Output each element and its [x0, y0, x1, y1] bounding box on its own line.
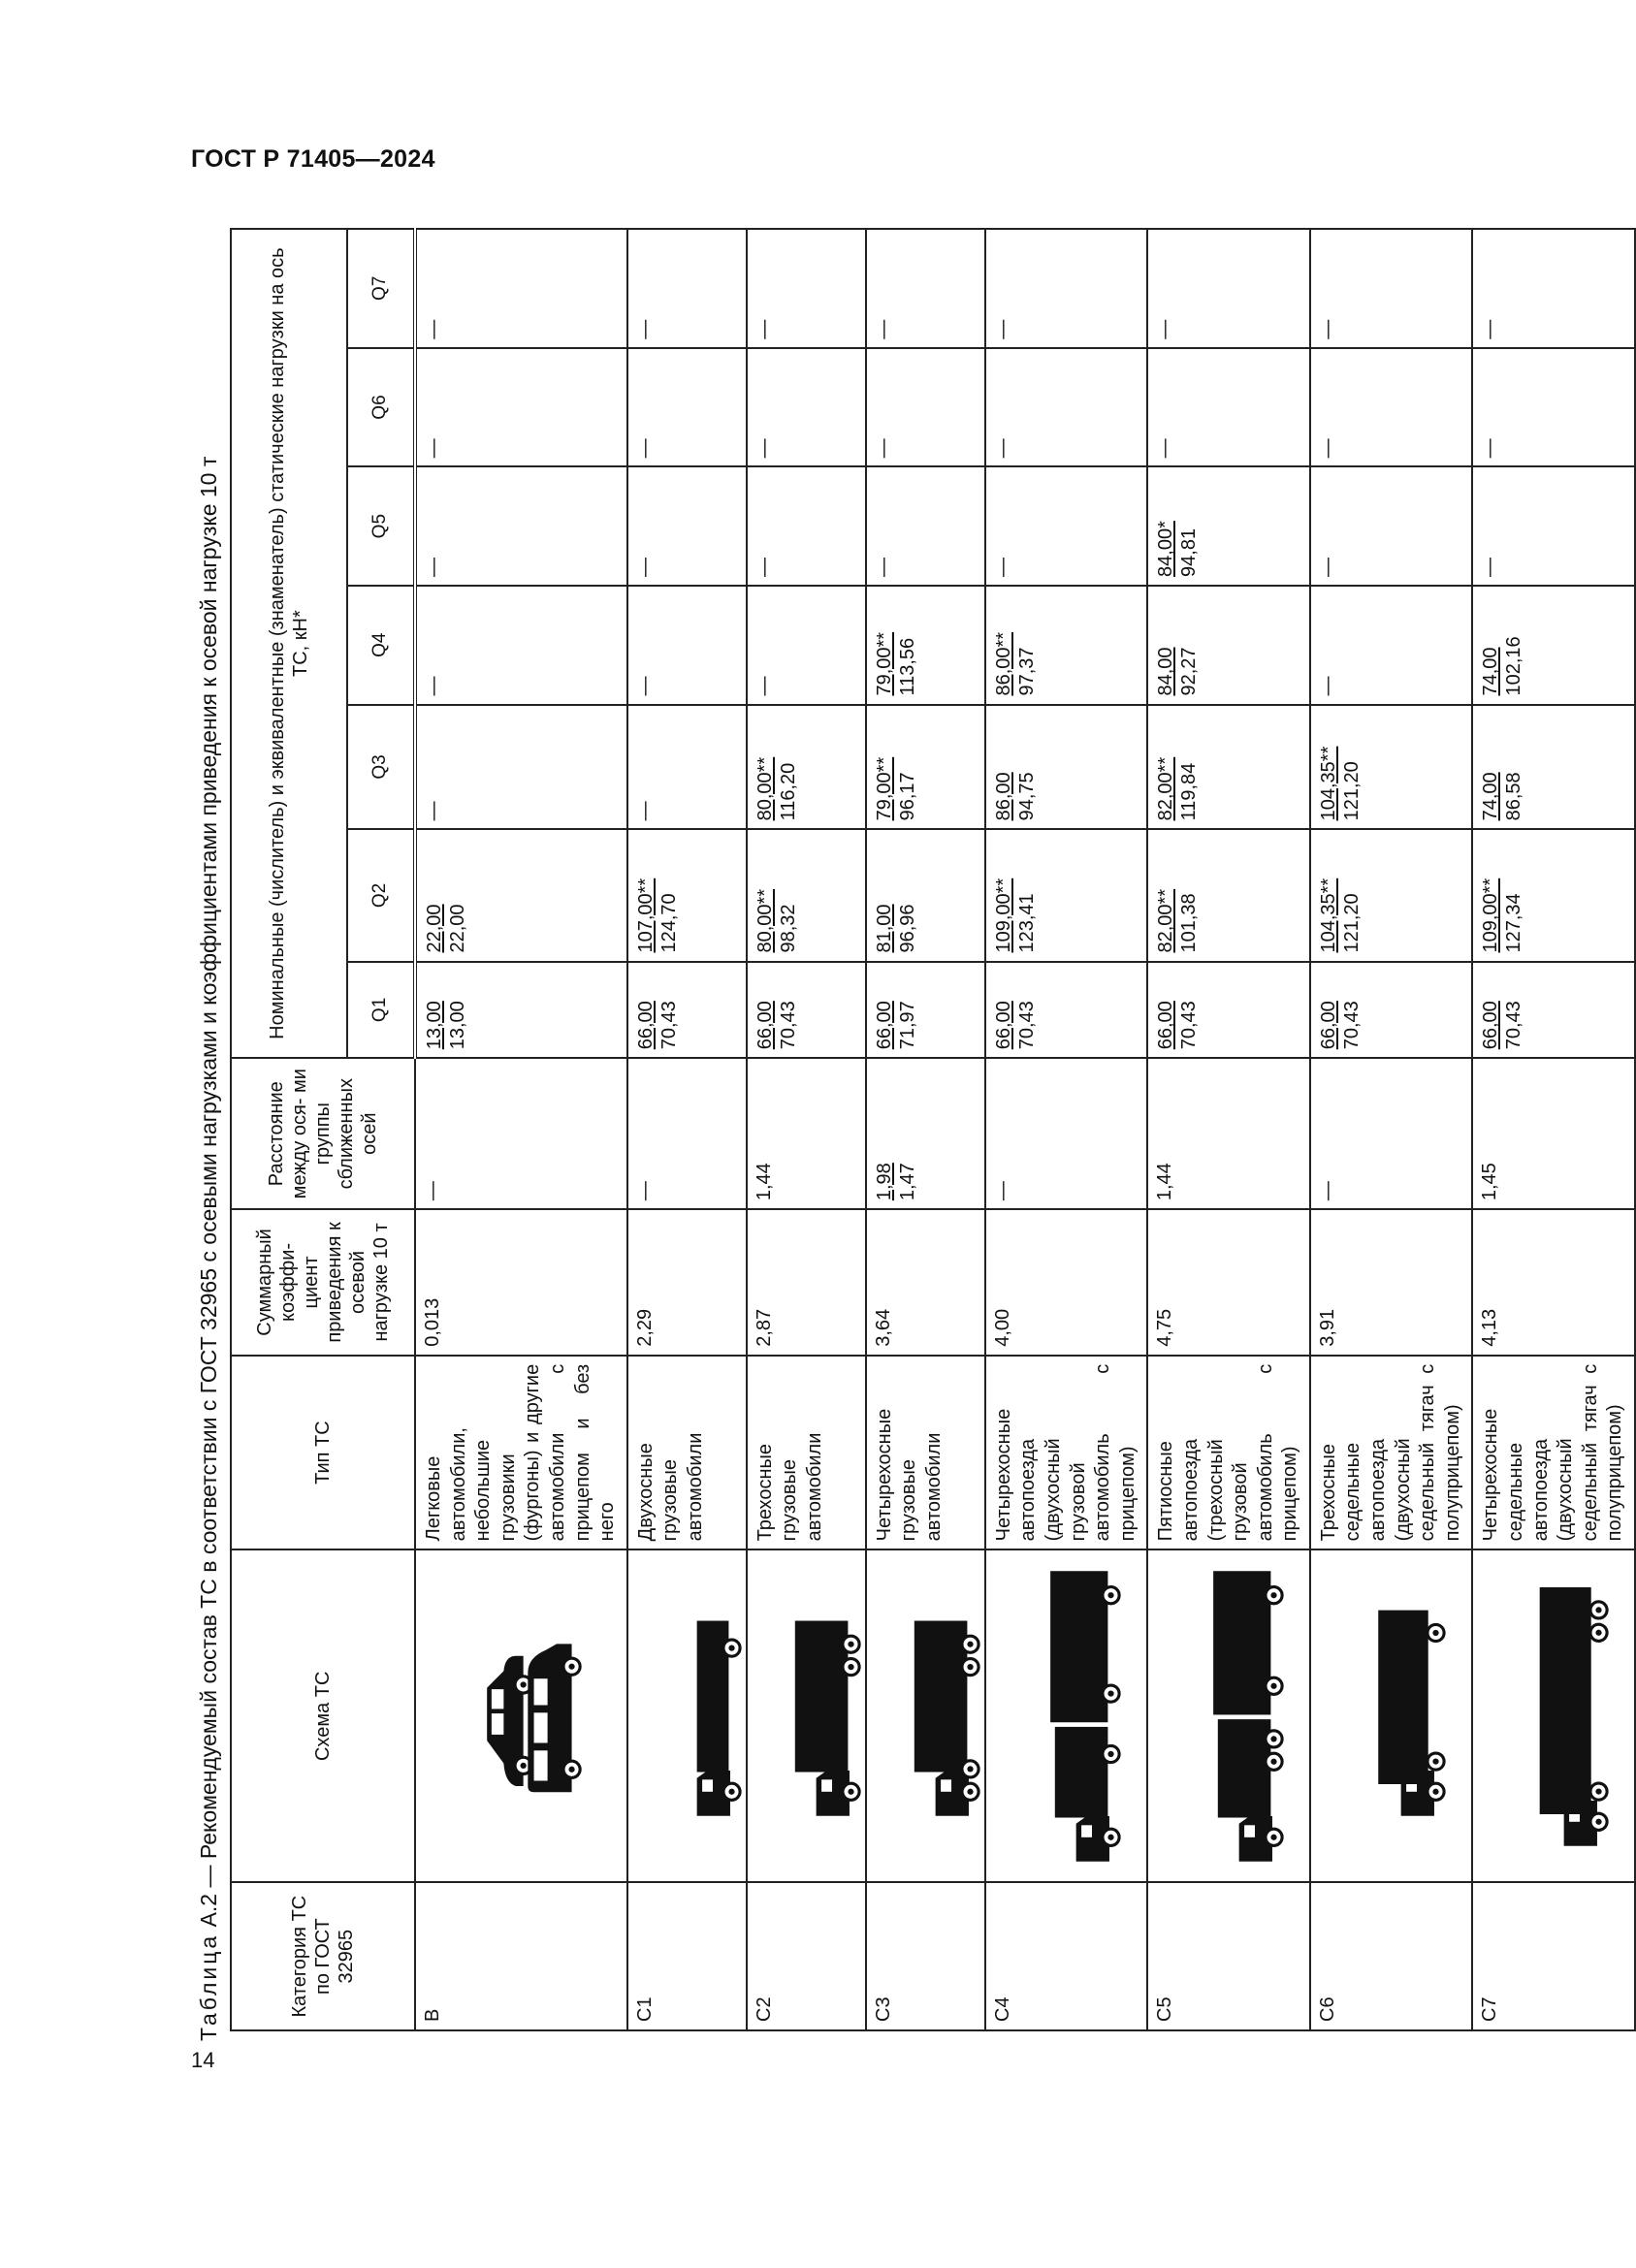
nominal-load: 66,00	[1480, 1001, 1502, 1050]
category-cell: C5	[1147, 1882, 1310, 2030]
load-fraction	[992, 632, 1039, 696]
load-cell-empty: —	[415, 229, 627, 348]
distance-cell: 1,44	[1147, 1058, 1310, 1209]
scheme-cell	[1310, 1549, 1473, 1882]
scheme-cell	[866, 1549, 985, 1882]
load-cell-empty: —	[866, 229, 985, 348]
load-cell-empty: —	[1310, 466, 1473, 586]
coefficient-cell: 2,29	[627, 1209, 747, 1356]
load-cell-empty: —	[747, 466, 866, 586]
load-fraction	[873, 904, 919, 952]
vehicle-type-cell: Четырехосные седельные автопоезда (двухосный седельный тягач с полуприцепом)	[1472, 1356, 1635, 1550]
header-q5: Q5	[347, 466, 415, 586]
equivalent-load: 70,43	[777, 1001, 799, 1050]
load-fraction	[1479, 636, 1525, 695]
nominal-load: 66,00	[1317, 1001, 1339, 1050]
load-cell	[747, 829, 866, 961]
load-cell-empty: —	[627, 586, 747, 705]
five-axle-road-train-icon	[1172, 1565, 1286, 1868]
load-cell-empty: —	[747, 586, 866, 705]
load-cell	[415, 962, 627, 1059]
vehicle-table	[230, 228, 1636, 2031]
equivalent-load: 121,20	[1340, 893, 1363, 953]
coefficient-cell: 3,91	[1310, 1209, 1473, 1356]
nominal-load: 86,00	[992, 772, 1014, 821]
load-cell-empty: —	[627, 229, 747, 348]
nominal-load: 107,00**	[634, 878, 657, 953]
category-cell: B	[415, 1882, 627, 2030]
category-cell: C2	[747, 1882, 866, 2030]
category-cell: C3	[866, 1882, 985, 2030]
load-cell-empty: —	[415, 705, 627, 830]
load-cell	[1147, 586, 1310, 705]
equivalent-load: 70,43	[1503, 1001, 1525, 1050]
vehicle-type-cell: Трехосные грузовые автомобили	[747, 1356, 866, 1550]
distance-cell: 1,45	[1472, 1058, 1635, 1209]
nominal-load: 74,00	[1480, 772, 1502, 821]
equivalent-load: 97,37	[1015, 647, 1038, 696]
nominal-load: 1,98	[873, 1163, 895, 1201]
load-cell-empty: —	[627, 348, 747, 467]
load-fraction	[634, 1001, 681, 1049]
car-and-van-icon	[457, 1633, 586, 1800]
equivalent-load: 70,43	[1340, 1001, 1363, 1050]
nominal-load: 81,00	[873, 904, 895, 953]
coefficient-cell: 4,00	[985, 1209, 1148, 1356]
nominal-load: 80,00**	[754, 888, 776, 953]
load-cell-empty: —	[1472, 466, 1635, 586]
header-category: Категория ТС по ГОСТ 32965	[231, 1882, 415, 2030]
load-cell	[1472, 829, 1635, 961]
load-cell	[1472, 586, 1635, 705]
load-fraction	[1317, 747, 1363, 821]
load-cell	[985, 705, 1148, 830]
load-fraction	[873, 632, 919, 696]
nominal-load: 79,00**	[873, 631, 895, 696]
load-fraction	[873, 757, 919, 821]
three-axle-semitrailer-icon	[1334, 1611, 1448, 1822]
three-axle-truck-icon	[750, 1611, 863, 1822]
four-axle-road-train-icon	[1010, 1565, 1123, 1868]
load-cell-empty: —	[627, 705, 747, 830]
distance-cell	[866, 1058, 985, 1209]
load-cell-empty: —	[627, 466, 747, 586]
equivalent-load: 94,75	[1015, 772, 1038, 821]
load-cell	[866, 586, 985, 705]
table-row	[1147, 229, 1310, 2030]
load-cell	[415, 829, 627, 961]
load-fraction	[992, 1001, 1039, 1049]
scheme-cell	[1147, 1549, 1310, 1882]
nominal-load: 79,00**	[873, 756, 895, 821]
load-cell-empty: —	[985, 466, 1148, 586]
load-fraction	[754, 757, 800, 821]
load-cell	[627, 962, 747, 1059]
vehicle-type-cell: Пятиосные автопоезда (трехосный грузовой автомобиль с прицепом)	[1147, 1356, 1310, 1550]
load-cell	[985, 962, 1148, 1059]
load-fraction	[754, 889, 800, 953]
load-cell-empty: —	[1472, 229, 1635, 348]
equivalent-load: 96,17	[896, 772, 918, 821]
load-cell	[1147, 829, 1310, 961]
scheme-cell	[1472, 1549, 1635, 1882]
load-cell-empty: —	[1310, 348, 1473, 467]
load-cell-empty: —	[1472, 348, 1635, 467]
category-cell: C6	[1310, 1882, 1473, 2030]
table-row	[985, 229, 1148, 2030]
nominal-load: 109,00**	[992, 878, 1014, 953]
load-cell-empty: —	[747, 348, 866, 467]
load-fraction	[1479, 878, 1525, 953]
equivalent-load: 121,20	[1340, 761, 1363, 821]
coefficient-cell: 4,75	[1147, 1209, 1310, 1356]
load-cell	[627, 829, 747, 961]
load-fraction	[873, 1163, 919, 1200]
load-fraction	[873, 1001, 919, 1049]
equivalent-load: 70,43	[1178, 1001, 1201, 1050]
scheme-cell	[985, 1549, 1148, 1882]
equivalent-load: 22,00	[447, 904, 468, 953]
equivalent-load: 70,43	[658, 1001, 680, 1050]
header-q6: Q6	[347, 348, 415, 467]
coefficient-cell: 2,87	[747, 1209, 866, 1356]
load-cell-empty: —	[985, 229, 1148, 348]
nominal-load: 80,00**	[754, 756, 776, 821]
load-fraction	[992, 772, 1039, 820]
header-q2: Q2	[347, 829, 415, 961]
header-axle-loads: Номинальные (числитель) и эквивалентные (знаменатель) статические нагрузки на ось ТС, кН*	[231, 229, 347, 1058]
document-header: ГОСТ Р 71405—2024	[191, 145, 435, 173]
nominal-load: 84,00	[1155, 647, 1177, 696]
equivalent-load: 127,34	[1503, 893, 1525, 953]
nominal-load: 66,00	[1155, 1001, 1177, 1050]
header-type: Тип ТС	[231, 1356, 415, 1550]
caption-text: А.2 — Рекомендуемый состав ТС в соответствии с ГОСТ 32965 с осевыми нагрузками и коэффициентами приведения к осевой нагрузке 10 т	[196, 456, 221, 1933]
distance-cell: 1,44	[747, 1058, 866, 1209]
load-cell-empty: —	[747, 229, 866, 348]
load-fraction	[423, 1001, 469, 1049]
equivalent-load: 119,84	[1178, 762, 1201, 821]
table-row	[415, 229, 627, 2030]
load-fraction	[1317, 1001, 1363, 1049]
load-fraction	[1317, 878, 1363, 953]
equivalent-load: 13,00	[447, 1001, 468, 1050]
four-axle-truck-icon	[869, 1611, 982, 1822]
header-q7: Q7	[347, 229, 415, 348]
header-q4: Q4	[347, 586, 415, 705]
nominal-load: 13,00	[424, 1001, 445, 1050]
distance-cell: —	[985, 1058, 1148, 1209]
equivalent-load: 71,97	[896, 1001, 918, 1050]
load-cell	[866, 962, 985, 1059]
nominal-load: 66,00	[873, 1001, 895, 1050]
scheme-cell	[415, 1549, 627, 1882]
load-cell-empty: —	[866, 466, 985, 586]
load-cell	[1147, 962, 1310, 1059]
nominal-load: 104,35**	[1317, 746, 1339, 821]
load-cell	[747, 705, 866, 830]
load-cell-empty: —	[985, 348, 1148, 467]
equivalent-load: 96,96	[896, 904, 918, 953]
equivalent-load: 1,47	[896, 1163, 918, 1201]
load-fraction	[423, 904, 469, 952]
load-cell	[1310, 829, 1473, 961]
load-fraction	[634, 878, 681, 953]
load-fraction	[1154, 1001, 1201, 1049]
equivalent-load: 92,27	[1178, 647, 1201, 696]
vehicle-type-cell: Четырехосные грузовые автомобили	[866, 1356, 985, 1550]
header-q1: Q1	[347, 962, 415, 1059]
equivalent-load: 102,16	[1503, 636, 1525, 696]
header-distance: Расстояние между ося- ми группы сближенных осей	[231, 1058, 415, 1209]
header-scheme: Схема ТС	[231, 1549, 415, 1882]
rotated-table-frame	[186, 228, 1626, 2041]
load-cell-empty: —	[1310, 586, 1473, 705]
category-cell: C1	[627, 1882, 747, 2030]
load-cell	[1147, 705, 1310, 830]
load-cell	[1310, 705, 1473, 830]
nominal-load: 109,00**	[1480, 878, 1502, 953]
load-fraction	[1154, 521, 1201, 577]
coefficient-cell: 0,013	[415, 1209, 627, 1356]
distance-cell: —	[1310, 1058, 1473, 1209]
load-cell-empty: —	[866, 348, 985, 467]
load-cell	[1310, 962, 1473, 1059]
load-cell	[1472, 705, 1635, 830]
load-cell	[1472, 962, 1635, 1059]
load-fraction	[1479, 1001, 1525, 1049]
load-cell	[1147, 466, 1310, 586]
load-cell	[985, 586, 1148, 705]
vehicle-type-cell: Двухосные грузовые автомобили	[627, 1356, 747, 1550]
equivalent-load: 113,56	[896, 637, 918, 696]
nominal-load: 66,00	[992, 1001, 1014, 1050]
table-row	[866, 229, 985, 2030]
category-cell: C7	[1472, 1882, 1635, 2030]
nominal-load: 82,00**	[1155, 756, 1177, 821]
header-q3: Q3	[347, 705, 415, 830]
equivalent-load: 123,41	[1015, 893, 1038, 953]
equivalent-load: 101,38	[1178, 893, 1201, 953]
table-row	[1310, 229, 1473, 2030]
equivalent-load: 124,70	[658, 893, 680, 953]
distance-cell: —	[415, 1058, 627, 1209]
nominal-load: 82,00**	[1155, 888, 1177, 953]
table-row	[747, 229, 866, 2030]
nominal-load: 22,00	[424, 904, 445, 953]
nominal-load: 104,35**	[1317, 878, 1339, 953]
two-axle-truck-icon	[630, 1611, 744, 1822]
load-fraction	[1479, 772, 1525, 820]
equivalent-load: 116,20	[777, 762, 799, 821]
scheme-cell	[747, 1549, 866, 1882]
page-number: 14	[191, 2048, 215, 2072]
nominal-load: 86,00**	[992, 631, 1014, 696]
load-fraction	[1154, 647, 1201, 695]
load-cell-empty: —	[1147, 229, 1310, 348]
coefficient-cell: 4,13	[1472, 1209, 1635, 1356]
table-body	[415, 229, 1635, 2030]
load-fraction	[992, 878, 1039, 953]
load-cell	[866, 705, 985, 830]
load-fraction	[754, 1001, 800, 1049]
coefficient-cell: 3,64	[866, 1209, 985, 1356]
four-axle-semitrailer-icon	[1497, 1580, 1611, 1852]
equivalent-load: 86,58	[1503, 772, 1525, 821]
load-cell-empty: —	[1310, 229, 1473, 348]
nominal-load: 66,00	[754, 1001, 776, 1050]
scheme-cell	[627, 1549, 747, 1882]
category-cell: C4	[985, 1882, 1148, 2030]
load-cell	[747, 962, 866, 1059]
equivalent-load: 70,43	[1015, 1001, 1038, 1050]
table-row	[627, 229, 747, 2030]
table-caption	[186, 457, 231, 2041]
caption-prefix: Таблица	[196, 1933, 221, 2041]
nominal-load: 84,00*	[1155, 521, 1177, 577]
nominal-load: 66,00	[634, 1001, 657, 1050]
load-fraction	[1154, 757, 1201, 821]
equivalent-load: 98,32	[777, 904, 799, 953]
distance-cell: —	[627, 1058, 747, 1209]
vehicle-type-cell: Четырехосные автопоезда (двухосный грузовой автомобиль с прицепом)	[985, 1356, 1148, 1550]
nominal-load: 74,00	[1480, 647, 1502, 696]
vehicle-type-cell: Трехосные седельные автопоезда (двухосный седельный тягач с полуприцепом)	[1310, 1356, 1473, 1550]
load-fraction	[1154, 889, 1201, 953]
load-cell	[985, 829, 1148, 961]
load-cell-empty: —	[1147, 348, 1310, 467]
header-coefficient: Суммарный коэффи- циент приведения к осевой нагрузке 10 т	[231, 1209, 415, 1356]
load-cell-empty: —	[415, 466, 627, 586]
equivalent-load: 94,81	[1178, 527, 1201, 577]
table-row	[1472, 229, 1635, 2030]
vehicle-type-cell: Легковые автомобили, небольшие грузовики (фургоны) и другие автомобили с прицепом и без него	[415, 1356, 627, 1550]
load-cell-empty: —	[415, 586, 627, 705]
load-cell	[866, 829, 985, 961]
load-cell-empty: —	[415, 348, 627, 467]
